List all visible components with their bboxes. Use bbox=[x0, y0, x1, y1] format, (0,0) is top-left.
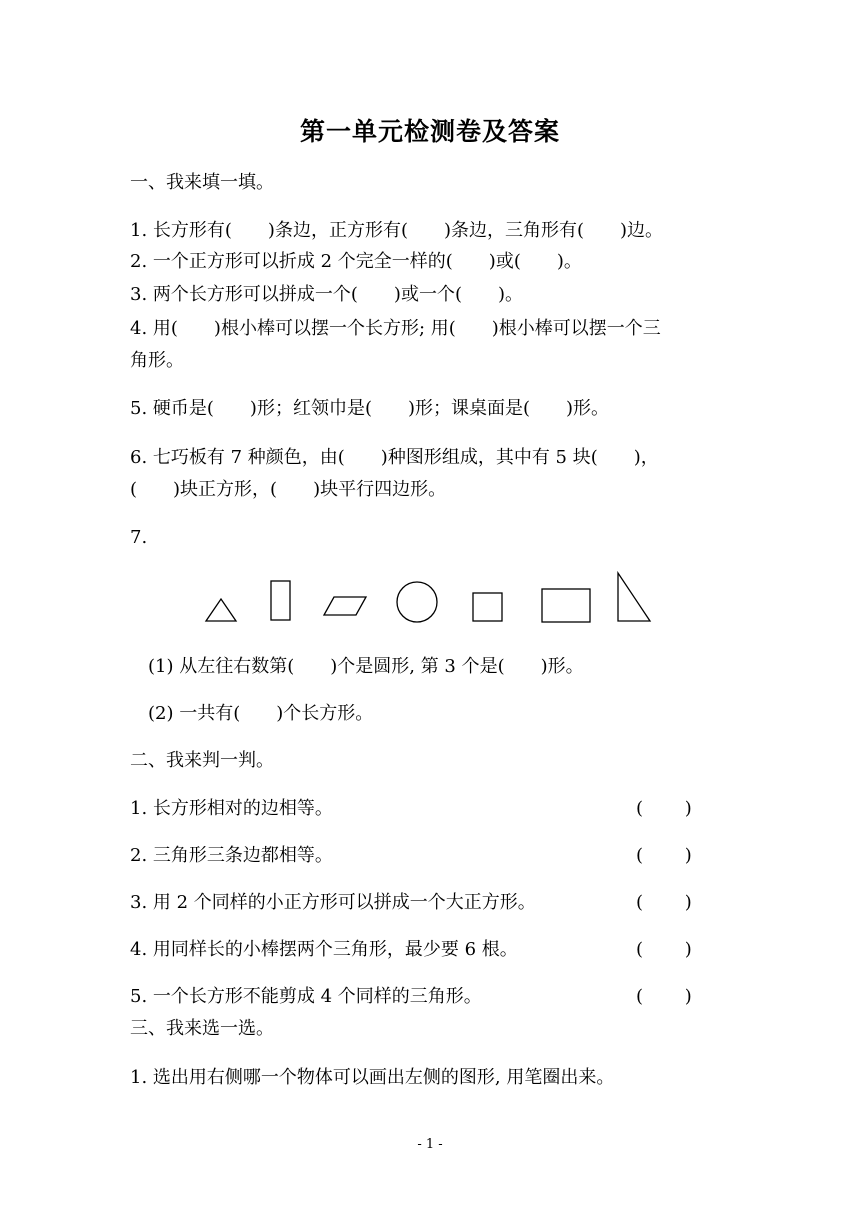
square-icon bbox=[473, 593, 502, 621]
judge-item-2: 2. 三角形三条边都相等。 bbox=[130, 845, 333, 866]
page-title: 第一单元检测卷及答案 bbox=[299, 117, 560, 146]
question-7: 7. bbox=[130, 527, 148, 548]
circle-icon bbox=[397, 582, 437, 622]
question-7-part-2: (2) 一共有( )个长方形。 bbox=[148, 703, 374, 724]
triangle-icon bbox=[206, 599, 236, 621]
judge-item-4: 4. 用同样长的小棒摆两个三角形，最少要 6 根。 bbox=[130, 939, 518, 960]
section-choose-heading: 三、我来选一选。 bbox=[130, 1018, 274, 1039]
question-2: 2. 一个正方形可以折成 2 个完全一样的( )或( )。 bbox=[130, 251, 582, 272]
parallelogram-icon bbox=[324, 597, 366, 615]
judge-answer-blank-3[interactable]: ( ) bbox=[636, 892, 692, 913]
question-4-line-1: 4. 用( )根小棒可以摆一个长方形; 用( )根小棒可以摆一个三 bbox=[130, 318, 661, 339]
section-fill-heading: 一、我来填一填。 bbox=[130, 172, 274, 193]
question-6-line-1: 6. 七巧板有 7 种颜色，由( )种图形组成，其中有 5 块( )， bbox=[130, 447, 659, 468]
section-judge-heading: 二、我来判一判。 bbox=[130, 750, 274, 771]
judge-answer-blank-4[interactable]: ( ) bbox=[636, 939, 692, 960]
question-6-line-2: ( )块正方形，( )块平行四边形。 bbox=[130, 479, 447, 500]
wide-rectangle-icon bbox=[542, 589, 590, 622]
judge-answer-blank-5[interactable]: ( ) bbox=[636, 986, 692, 1007]
judge-item-3: 3. 用 2 个同样的小正方形可以拼成一个大正方形。 bbox=[130, 892, 536, 913]
page-number: - 1 - bbox=[417, 1137, 443, 1152]
judge-answer-blank-2[interactable]: ( ) bbox=[636, 845, 692, 866]
question-5: 5. 硬币是( )形；红领巾是( )形；课桌面是( )形。 bbox=[130, 398, 610, 419]
judge-item-5: 5. 一个长方形不能剪成 4 个同样的三角形。 bbox=[130, 986, 482, 1007]
question-4-line-2: 角形。 bbox=[130, 350, 184, 371]
question-1: 1. 长方形有( )条边，正方形有( )条边，三角形有( )边。 bbox=[130, 220, 664, 241]
tall-rectangle-icon bbox=[271, 581, 290, 620]
question-3: 3. 两个长方形可以拼成一个( )或一个( )。 bbox=[130, 284, 523, 305]
choose-question-1: 1. 选出用右侧哪一个物体可以画出左侧的图形, 用笔圈出来。 bbox=[130, 1067, 615, 1088]
judge-item-1: 1. 长方形相对的边相等。 bbox=[130, 798, 333, 819]
judge-answer-blank-1[interactable]: ( ) bbox=[636, 798, 692, 819]
right-triangle-icon bbox=[618, 573, 650, 621]
question-7-part-1: (1) 从左往右数第( )个是圆形, 第 3 个是( )形。 bbox=[148, 656, 584, 677]
